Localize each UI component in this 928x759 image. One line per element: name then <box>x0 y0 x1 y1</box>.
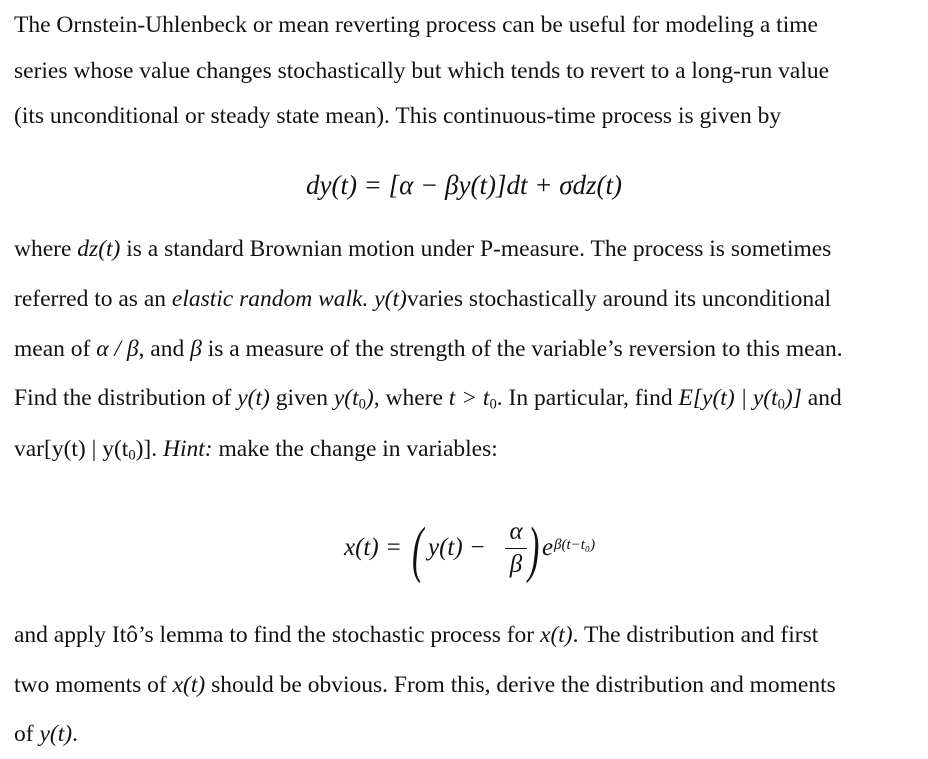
text: varies stochastically around its unconditional <box>406 286 832 312</box>
math-y-t0: y(t <box>333 385 359 411</box>
paragraph-3-line-3 <box>14 719 78 749</box>
text: of <box>14 721 40 747</box>
math-expectation: E[y(t) | y(t <box>678 385 778 411</box>
math: )] <box>135 436 152 462</box>
math: )] <box>784 385 802 411</box>
text: series whose value changes stochastically but which tends to revert to a long-run value <box>14 58 830 84</box>
math: ) <box>365 385 374 411</box>
exp-base: e <box>542 534 554 561</box>
fraction-bar <box>505 548 527 549</box>
text: where <box>14 236 78 262</box>
math-beta: β <box>190 336 202 362</box>
text: , and <box>138 336 191 362</box>
exp-exponent: β(t−t₀) <box>554 537 596 553</box>
math-alpha-over-beta: α / β <box>96 336 139 362</box>
math-y: y(t) <box>39 721 73 747</box>
text: . <box>151 436 164 462</box>
fraction-numerator: α <box>509 518 523 545</box>
text: , where <box>373 385 449 411</box>
paragraph-1-line-1 <box>14 10 818 40</box>
hint-label: Hint: <box>163 436 213 462</box>
paragraph-3-line-2 <box>14 670 836 700</box>
subscript: 0 <box>128 447 136 464</box>
fraction-denominator: β <box>509 551 523 578</box>
text: referred to as an <box>14 286 172 312</box>
text: . <box>72 721 78 747</box>
emphasis-elastic-random-walk: elastic random walk. <box>171 286 369 312</box>
text: two moments of <box>14 672 173 698</box>
text: and <box>801 385 842 411</box>
equation-lhs: x(t) = <box>344 534 402 561</box>
math-y: y(t) <box>368 286 407 312</box>
equation-inner: y(t) − <box>428 534 486 561</box>
text: . In particular, find <box>496 385 679 411</box>
text: given <box>269 385 334 411</box>
paragraph-2-line-5 <box>14 434 498 464</box>
text: . The distribution and first <box>572 622 819 648</box>
subscript: 0 <box>489 396 497 413</box>
text: Find the distribution of <box>14 385 238 411</box>
equation-ou-process <box>0 168 928 202</box>
math-y: y(t) <box>237 385 270 411</box>
text: The Ornstein-Uhlenbeck or mean reverting process can be useful for modeling a time <box>14 12 818 38</box>
text: is a measure of the strength of the variable’s reversion to this mean. <box>201 336 843 362</box>
paragraph-1-line-2 <box>14 56 829 86</box>
text: mean of <box>14 336 97 362</box>
math-x: x(t) <box>540 622 573 648</box>
math-x: x(t) <box>172 672 206 698</box>
left-paren: ( <box>412 516 424 584</box>
right-paren: ) <box>528 516 540 584</box>
subscript: 0 <box>777 396 785 413</box>
math-dz: dz(t) <box>77 236 121 262</box>
paragraph-2-line-4 <box>14 383 842 413</box>
text: make the change in variables: <box>212 436 498 462</box>
paragraph-3-line-1 <box>14 620 818 650</box>
paragraph-2-line-1 <box>14 234 831 264</box>
equation-text: dy(t) = [α − βy(t)]dt + σdz(t) <box>305 170 623 200</box>
text: is a standard Brownian motion under P-measure. The process is sometimes <box>120 236 832 262</box>
text: (its unconditional or steady state mean). This continuous-time process is given by <box>14 103 782 129</box>
equation-change-of-variables <box>336 518 636 582</box>
math-t-gt-t0: t > t <box>448 385 490 411</box>
subscript: 0 <box>358 396 366 413</box>
paragraph-2-line-3 <box>14 334 843 364</box>
text: should be obvious. From this, derive the distribution and moments <box>205 672 836 698</box>
math-variance: var[y(t) | y(t <box>14 436 129 462</box>
paragraph-2-line-2 <box>14 284 831 314</box>
text: and apply Itô’s lemma to find the stochastic process for <box>14 622 541 648</box>
paragraph-1-line-3 <box>14 101 781 131</box>
